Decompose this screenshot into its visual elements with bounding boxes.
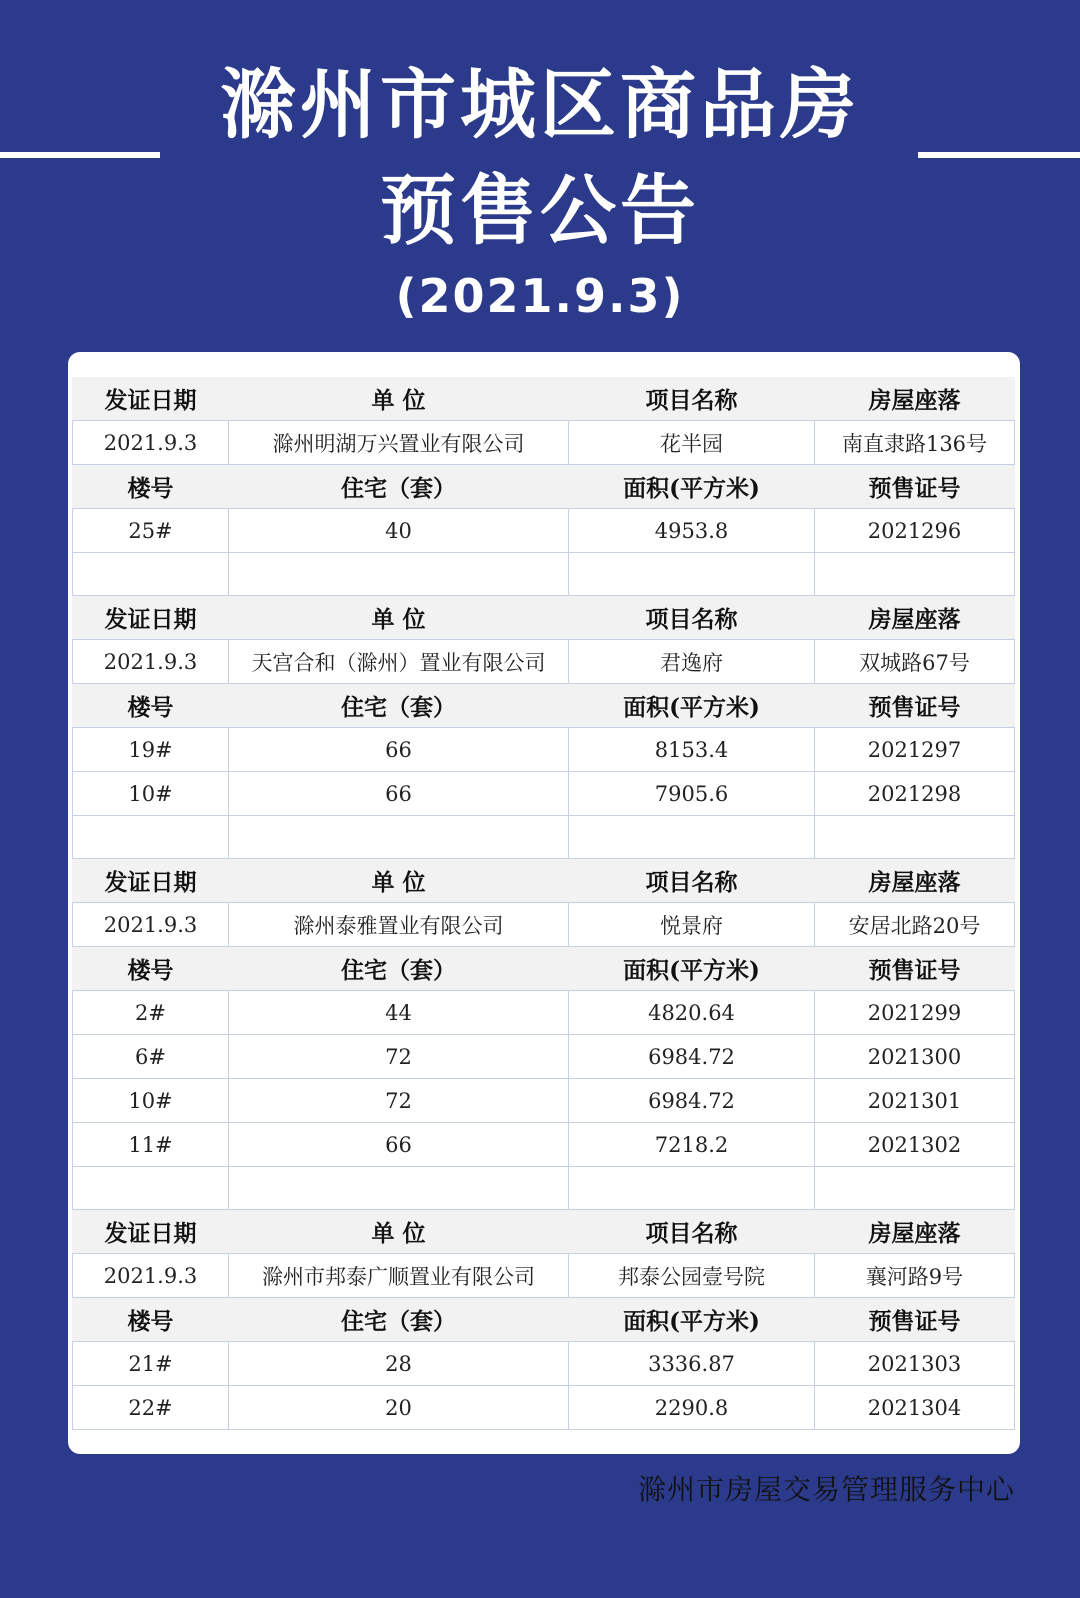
unit-count: 72 [229,1035,569,1079]
company-name: 滁州泰雅置业有限公司 [229,903,569,947]
empty-cell [229,816,569,859]
header-units: 住宅（套） [229,465,569,509]
empty-cell [229,1167,569,1210]
permit-number: 2021300 [815,1035,1015,1079]
header-area: 面积(平方米) [569,465,815,509]
header-date: 发证日期 [73,1210,229,1254]
building-header-row [73,947,1015,991]
building-number: 6# [73,1035,229,1079]
company-name: 滁州明湖万兴置业有限公司 [229,421,569,465]
building-number: 19# [73,728,229,772]
unit-count: 20 [229,1386,569,1430]
header-location: 房屋座落 [815,1210,1015,1254]
empty-cell [815,1167,1015,1210]
header-date: 发证日期 [73,596,229,640]
header-location: 房屋座落 [815,596,1015,640]
project-location: 安居北路20号 [815,903,1015,947]
floor-area: 4953.8 [569,509,815,553]
project-info-row [73,640,1015,684]
header-project: 项目名称 [569,1210,815,1254]
header-company: 单 位 [229,596,569,640]
floor-area: 7218.2 [569,1123,815,1167]
header-building: 楼号 [73,947,229,991]
header-company: 单 位 [229,1210,569,1254]
project-header-row [73,596,1015,640]
building-row [73,1123,1015,1167]
unit-count: 66 [229,1123,569,1167]
project-name: 悦景府 [569,903,815,947]
header-date: 发证日期 [73,377,229,421]
footer-issuer: 滁州市房屋交易管理服务中心 [637,1473,1015,1506]
issue-date: 2021.9.3 [73,421,229,465]
company-name: 天宫合和（滁州）置业有限公司 [229,640,569,684]
unit-count: 44 [229,991,569,1035]
project-info-row [73,903,1015,947]
empty-cell [569,816,815,859]
floor-area: 6984.72 [569,1079,815,1123]
permit-number: 2021301 [815,1079,1015,1123]
project-name: 邦泰公园壹号院 [569,1254,815,1298]
unit-count: 40 [229,509,569,553]
page-title-line1: 滁州市城区商品房 [220,60,860,149]
spacer-row [73,816,1015,859]
header-project: 项目名称 [569,377,815,421]
building-row [73,1342,1015,1386]
header-company: 单 位 [229,377,569,421]
empty-cell [815,816,1015,859]
empty-cell [73,1167,229,1210]
header-project: 项目名称 [569,859,815,903]
header-company: 单 位 [229,859,569,903]
building-header-row [73,1298,1015,1342]
floor-area: 3336.87 [569,1342,815,1386]
empty-cell [73,553,229,596]
project-info-row [73,1254,1015,1298]
header-location: 房屋座落 [815,859,1015,903]
project-location: 南直隶路136号 [815,421,1015,465]
building-number: 25# [73,509,229,553]
building-number: 10# [73,1079,229,1123]
header-permit: 预售证号 [815,947,1015,991]
header-location: 房屋座落 [815,377,1015,421]
header-units: 住宅（套） [229,684,569,728]
presale-table [72,377,1015,1430]
decorative-line-left [0,152,160,158]
permit-number: 2021299 [815,991,1015,1035]
permit-number: 2021303 [815,1342,1015,1386]
building-row [73,991,1015,1035]
page-title-line2: 预售公告 [380,166,700,255]
project-info-row [73,421,1015,465]
header-area: 面积(平方米) [569,684,815,728]
building-number: 11# [73,1123,229,1167]
header-project: 项目名称 [569,596,815,640]
building-row [73,1079,1015,1123]
project-name: 花半园 [569,421,815,465]
building-number: 2# [73,991,229,1035]
unit-count: 72 [229,1079,569,1123]
unit-count: 28 [229,1342,569,1386]
issue-date: 2021.9.3 [73,640,229,684]
project-name: 君逸府 [569,640,815,684]
header-units: 住宅（套） [229,947,569,991]
building-row [73,772,1015,816]
header-building: 楼号 [73,684,229,728]
header-building: 楼号 [73,1298,229,1342]
header-units: 住宅（套） [229,1298,569,1342]
issue-date: 2021.9.3 [73,903,229,947]
unit-count: 66 [229,728,569,772]
project-header-row [73,859,1015,903]
empty-cell [569,1167,815,1210]
header-permit: 预售证号 [815,1298,1015,1342]
floor-area: 6984.72 [569,1035,815,1079]
building-number: 10# [73,772,229,816]
permit-number: 2021302 [815,1123,1015,1167]
project-header-row [73,377,1015,421]
spacer-row [73,1167,1015,1210]
building-number: 21# [73,1342,229,1386]
project-location: 襄河路9号 [815,1254,1015,1298]
building-header-row [73,684,1015,728]
project-location: 双城路67号 [815,640,1015,684]
header-area: 面积(平方米) [569,1298,815,1342]
project-header-row [73,1210,1015,1254]
permit-number: 2021298 [815,772,1015,816]
spacer-row [73,553,1015,596]
building-header-row [73,465,1015,509]
permit-number: 2021297 [815,728,1015,772]
announcement-card [68,352,1020,1454]
empty-cell [815,553,1015,596]
header-area: 面积(平方米) [569,947,815,991]
header-date: 发证日期 [73,859,229,903]
building-row [73,1386,1015,1430]
building-row [73,509,1015,553]
permit-number: 2021296 [815,509,1015,553]
building-number: 22# [73,1386,229,1430]
decorative-line-right [918,152,1080,158]
permit-number: 2021304 [815,1386,1015,1430]
floor-area: 8153.4 [569,728,815,772]
floor-area: 2290.8 [569,1386,815,1430]
building-row [73,1035,1015,1079]
floor-area: 4820.64 [569,991,815,1035]
header-building: 楼号 [73,465,229,509]
announcement-date: (2021.9.3) [395,269,685,323]
empty-cell [569,553,815,596]
unit-count: 66 [229,772,569,816]
floor-area: 7905.6 [569,772,815,816]
header-permit: 预售证号 [815,465,1015,509]
header-permit: 预售证号 [815,684,1015,728]
building-row [73,728,1015,772]
issue-date: 2021.9.3 [73,1254,229,1298]
empty-cell [73,816,229,859]
company-name: 滁州市邦泰广顺置业有限公司 [229,1254,569,1298]
empty-cell [229,553,569,596]
